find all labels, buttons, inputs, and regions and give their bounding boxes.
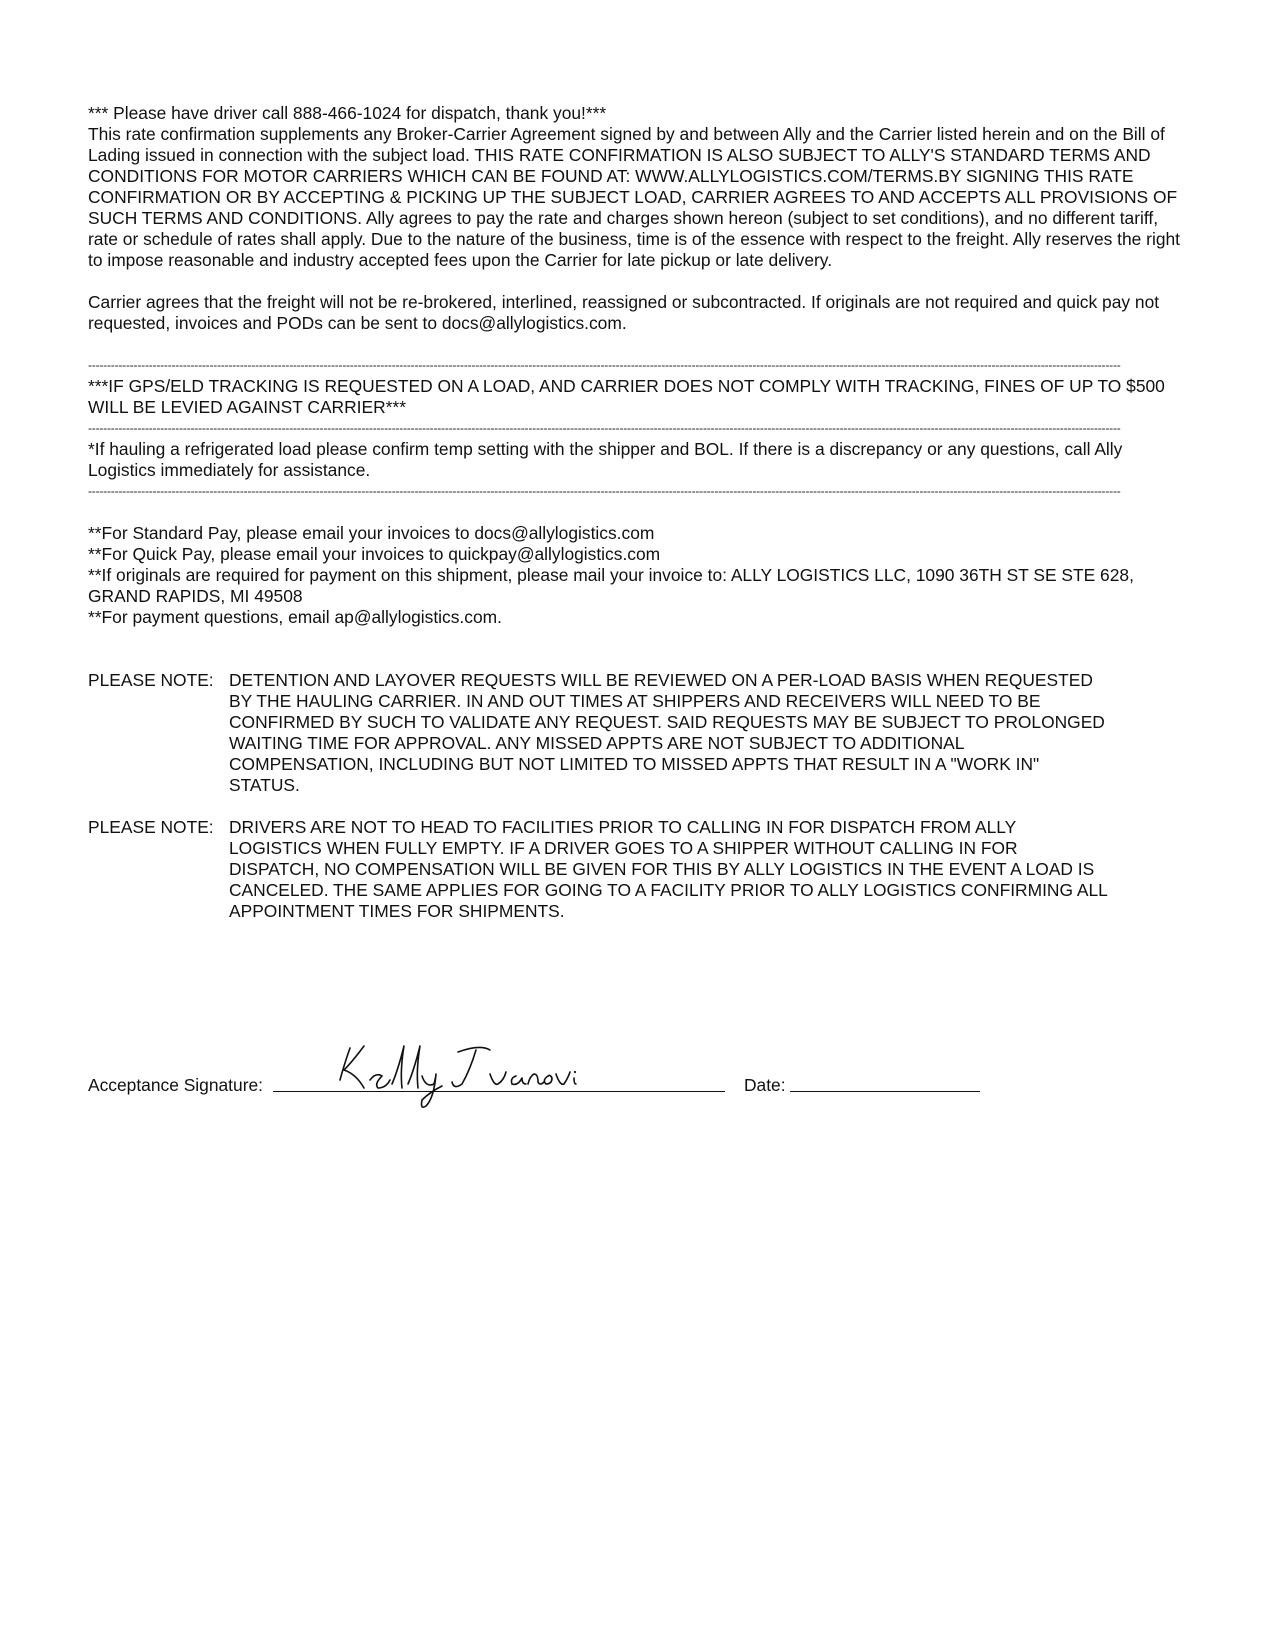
- payment-line-originals: **If originals are required for payment on this shipment, please mail your invoice to: ALLY LOGISTICS LLC, 1090 36TH ST SE STE 628, GRAND RAPIDS, MI 49508: [88, 565, 1134, 606]
- separator-line: --------------------------------------------------------------------------------------------------------------------------------------------------------------------------------------------------------------------------------------------------------------------------------: [88, 484, 1121, 498]
- payment-line-quick: **For Quick Pay, please email your invoices to quickpay@allylogistics.com: [88, 544, 661, 564]
- payment-line-standard: **For Standard Pay, please email your invoices to docs@allylogistics.com: [88, 523, 655, 543]
- spacer: [88, 796, 1188, 817]
- tracking-notice: ***IF GPS/ELD TRACKING IS REQUESTED ON A LOAD, AND CARRIER DOES NOT COMPLY WITH TRACKING, FINES OF UP TO $500 WILL BE LEVIED AGAINST CARRIER***: [88, 376, 1165, 417]
- signature-line[interactable]: [273, 1091, 725, 1092]
- spacer: [88, 649, 1188, 670]
- spacer: [88, 628, 1188, 649]
- spacer: [88, 502, 1188, 523]
- separator-line: --------------------------------------------------------------------------------------------------------------------------------------------------------------------------------------------------------------------------------------------------------------------------------: [88, 358, 1121, 372]
- note-label: PLEASE NOTE:: [88, 817, 214, 837]
- terms-paragraph: This rate confirmation supplements any Broker-Carrier Agreement signed by and between Ally and the Carrier listed herein and on the Bill of Lading issued in connection with the subject load. THIS RATE CONFIRMATION IS ALSO SUBJECT TO ALLY'S STANDARD TERMS AND CONDITIONS FOR MOTOR CARRIERS WHICH CAN BE FOUND AT: WWW.ALLYLOGISTICS.COM/TERMS.BY SIGNING THIS RATE CONFIRMATION OR BY ACCEPTING & PICKING UP THE SUBJECT LOAD, CARRIER AGREES TO AND ACCEPTS ALL PROVISIONS OF SUCH TERMS AND CONDITIONS. Ally agrees to pay the rate and charges shown hereon (subject to set conditions), and no different tariff, rate or schedule of rates shall apply. Due to the nature of the business, time is of the essence with respect to the freight. Ally reserves the right to impose reasonable and industry accepted fees upon the Carrier for late pickup or late delivery.: [88, 124, 1181, 270]
- brokering-paragraph: Carrier agrees that the freight will not be re-brokered, interlined, reassigned or subcontracted. If originals are not required and quick pay not requested, invoices and PODs can be sent to docs@allylogistics.com.: [88, 292, 1160, 333]
- document-body: [88, 103, 1188, 922]
- signature-row: [88, 1075, 1088, 1105]
- note-text: DRIVERS ARE NOT TO HEAD TO FACILITIES PRIOR TO CALLING IN FOR DISPATCH FROM ALLY LOGISTICS WHEN FULLY EMPTY. IF A DRIVER GOES TO A SHIPPER WITHOUT CALLING IN FOR DISPATCH, NO COMPENSATION WILL BE GIVEN FOR THIS BY ALLY LOGISTICS IN THE EVENT A LOAD IS CANCELED. THE SAME APPLIES FOR GOING TO A FACILITY PRIOR TO ALLY LOGISTICS CONFIRMING ALL APPOINTMENT TIMES FOR SHIPMENTS.: [229, 817, 1108, 921]
- date-label: Date:: [744, 1075, 786, 1095]
- detention-note: [88, 670, 1188, 796]
- spacer: [88, 271, 1188, 292]
- note-label: PLEASE NOTE:: [88, 670, 214, 690]
- refrigerated-notice: *If hauling a refrigerated load please confirm temp setting with the shipper and BOL. If there is a discrepancy or any questions, call Ally Logistics immediately for assistance.: [88, 439, 1123, 480]
- separator-line: --------------------------------------------------------------------------------------------------------------------------------------------------------------------------------------------------------------------------------------------------------------------------------: [88, 421, 1121, 435]
- acceptance-signature-label: Acceptance Signature:: [88, 1075, 263, 1095]
- date-line[interactable]: [790, 1091, 980, 1092]
- note-text: DETENTION AND LAYOVER REQUESTS WILL BE REVIEWED ON A PER-LOAD BASIS WHEN REQUESTED BY THE HAULING CARRIER. IN AND OUT TIMES AT SHIPPERS AND RECEIVERS WILL NEED TO BE CONFIRMED BY SUCH TO VALIDATE ANY REQUEST. SAID REQUESTS MAY BE SUBJECT TO PROLONGED WAITING TIME FOR APPROVAL. ANY MISSED APPTS ARE NOT SUBJECT TO ADDITIONAL COMPENSATION, INCLUDING BUT NOT LIMITED TO MISSED APPTS THAT RESULT IN A "WORK IN" STATUS.: [229, 670, 1105, 795]
- spacer: [88, 334, 1188, 355]
- dispatch-note: *** Please have driver call 888-466-1024 for dispatch, thank you!***: [88, 103, 607, 123]
- dispatch-policy-note: [88, 817, 1188, 922]
- payment-line-questions: **For payment questions, email ap@allylogistics.com.: [88, 607, 502, 627]
